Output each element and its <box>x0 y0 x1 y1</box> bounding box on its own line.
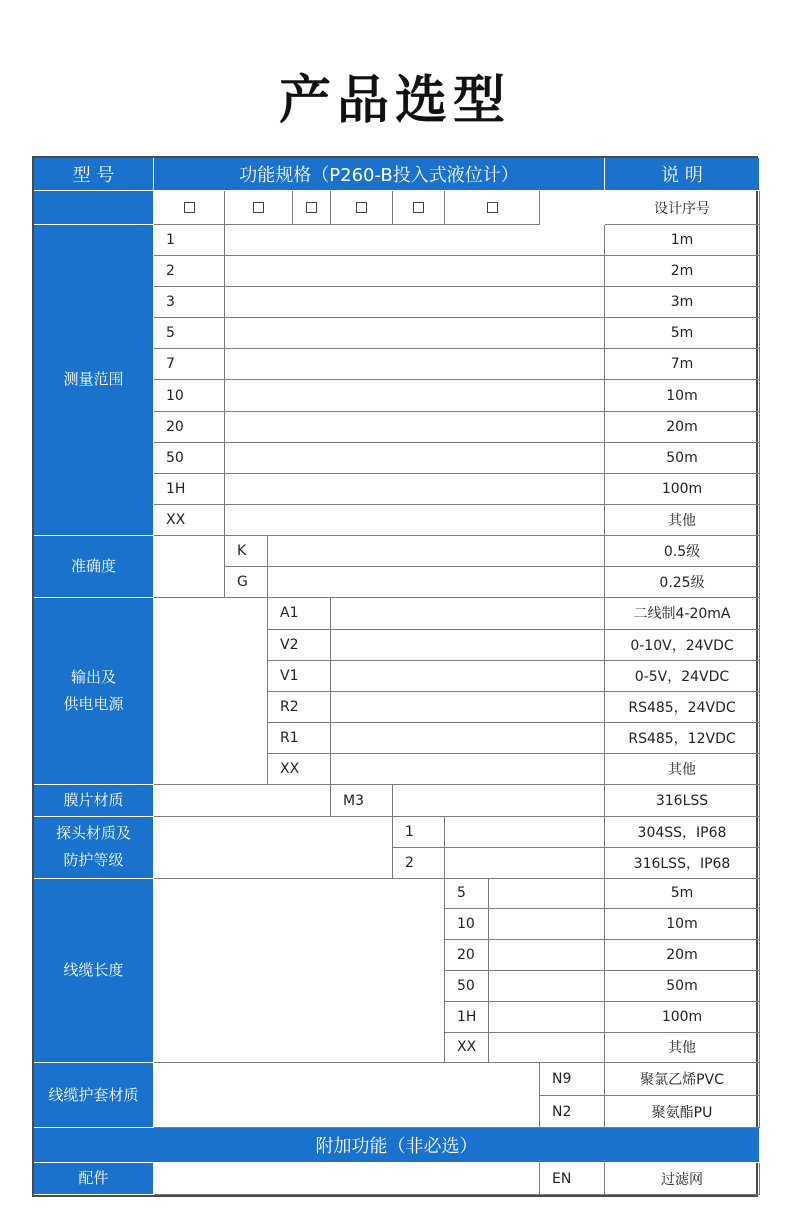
range-desc: 7m <box>605 349 760 380</box>
output-fill <box>331 598 605 629</box>
range-desc: 50m <box>605 443 760 474</box>
seq-checkbox-5 <box>393 191 445 225</box>
cable-length-desc: 20m <box>605 940 760 971</box>
range-desc: 5m <box>605 318 760 349</box>
output-label: 输出及 供电电源 <box>34 598 154 785</box>
range-code: 1 <box>154 225 225 256</box>
range-code: 1H <box>154 474 225 505</box>
seq-checkbox-3 <box>293 191 331 225</box>
accuracy-fill <box>268 567 605 598</box>
output-desc: RS485，12VDC <box>605 723 760 754</box>
selection-table <box>32 156 758 1197</box>
range-blank <box>225 256 605 287</box>
range-blank <box>225 505 605 536</box>
range-blank <box>225 412 605 443</box>
sheath-code: N2 <box>540 1096 605 1129</box>
cable-length-code: 20 <box>445 940 489 971</box>
sheath-code: N9 <box>540 1063 605 1096</box>
probe-label: 探头材质及 防护等级 <box>34 817 154 879</box>
probe-blank <box>154 817 393 879</box>
cable-length-code: XX <box>445 1033 489 1064</box>
sheath-label: 线缆护套材质 <box>34 1063 154 1128</box>
seq-checkbox-4 <box>331 191 393 225</box>
diaphragm-fill <box>393 785 605 816</box>
range-desc: 10m <box>605 380 760 411</box>
output-code: R1 <box>268 723 331 754</box>
output-desc: RS485，24VDC <box>605 692 760 723</box>
range-blank <box>225 287 605 318</box>
sheath-desc: 聚氯乙烯PVC <box>605 1063 760 1096</box>
cable-length-fill <box>489 1002 605 1033</box>
probe-fill <box>445 848 605 879</box>
page-title: 产品选型 <box>278 71 511 131</box>
range-desc: 3m <box>605 287 760 318</box>
seq-checkbox-2 <box>225 191 293 225</box>
cable-length-fill <box>489 909 605 940</box>
diaphragm-code: M3 <box>331 785 393 816</box>
range-code: 5 <box>154 318 225 349</box>
range-blank <box>225 349 605 380</box>
cable-length-desc: 其他 <box>605 1033 760 1064</box>
range-blank <box>225 225 605 256</box>
output-desc: 其他 <box>605 754 760 785</box>
range-code: 7 <box>154 349 225 380</box>
header-spec: 功能规格（P260-B投入式液位计） <box>154 158 605 191</box>
probe-desc: 304SS，IP68 <box>605 817 760 848</box>
addon-header: 附加功能（非必选） <box>34 1128 760 1163</box>
range-blank <box>225 443 605 474</box>
checkbox-icon <box>487 202 498 213</box>
cable-length-fill <box>489 1033 605 1064</box>
accuracy-label: 准确度 <box>34 536 154 598</box>
probe-code: 1 <box>393 817 445 848</box>
output-fill <box>331 630 605 661</box>
design-seq-text: 设计序号 <box>605 191 760 225</box>
output-desc: 0-10V，24VDC <box>605 630 760 661</box>
cable-length-code: 50 <box>445 971 489 1002</box>
accuracy-desc: 0.5级 <box>605 536 760 567</box>
checkbox-icon <box>184 202 195 213</box>
range-code: 2 <box>154 256 225 287</box>
header-description: 说 明 <box>605 158 760 191</box>
accuracy-fill <box>268 536 605 567</box>
output-desc: 0-5V，24VDC <box>605 661 760 692</box>
cable-length-blank <box>154 879 445 1064</box>
range-blank <box>225 474 605 505</box>
output-fill <box>331 661 605 692</box>
output-code: R2 <box>268 692 331 723</box>
output-code: V1 <box>268 661 331 692</box>
range-code: 3 <box>154 287 225 318</box>
range-code: 20 <box>154 412 225 443</box>
sheath-desc: 聚氨酯PU <box>605 1096 760 1129</box>
seq-checkbox-6 <box>445 191 540 225</box>
probe-fill <box>445 817 605 848</box>
output-blank <box>154 598 268 785</box>
cable-length-code: 1H <box>445 1002 489 1033</box>
output-fill <box>331 692 605 723</box>
range-desc: 1m <box>605 225 760 256</box>
range-desc: 20m <box>605 412 760 443</box>
seq-checkbox-1 <box>154 191 225 225</box>
cable-length-fill <box>489 879 605 910</box>
probe-code: 2 <box>393 848 445 879</box>
range-desc: 100m <box>605 474 760 505</box>
diaphragm-desc: 316LSS <box>605 785 760 816</box>
cable-length-desc: 10m <box>605 909 760 940</box>
output-code: XX <box>268 754 331 785</box>
output-desc: 二线制4-20mA <box>605 598 760 629</box>
cable-length-fill <box>489 940 605 971</box>
range-desc: 2m <box>605 256 760 287</box>
accuracy-blank <box>154 536 225 598</box>
checkbox-icon <box>413 202 424 213</box>
cable-length-code: 5 <box>445 879 489 910</box>
checkbox-icon <box>356 202 367 213</box>
checkbox-icon <box>306 202 317 213</box>
output-code: A1 <box>268 598 331 629</box>
cable-length-code: 10 <box>445 909 489 940</box>
accessory-desc: 过滤网 <box>605 1163 760 1195</box>
range-code: 50 <box>154 443 225 474</box>
cable-length-desc: 100m <box>605 1002 760 1033</box>
output-fill <box>331 723 605 754</box>
diaphragm-label: 膜片材质 <box>34 785 154 816</box>
cable-length-desc: 5m <box>605 879 760 910</box>
range-desc: 其他 <box>605 505 760 536</box>
output-code: V2 <box>268 630 331 661</box>
sheath-blank <box>154 1063 540 1128</box>
accuracy-code: K <box>225 536 268 567</box>
range-blank <box>225 380 605 411</box>
diaphragm-blank <box>154 785 331 816</box>
range-label: 测量范围 <box>34 225 154 536</box>
accuracy-desc: 0.25级 <box>605 567 760 598</box>
output-fill <box>331 754 605 785</box>
accessory-label: 配件 <box>34 1163 154 1195</box>
design-seq-label-cell <box>34 191 154 225</box>
accessory-code: EN <box>540 1163 605 1195</box>
range-code: 10 <box>154 380 225 411</box>
range-blank <box>225 318 605 349</box>
accuracy-code: G <box>225 567 268 598</box>
probe-desc: 316LSS，IP68 <box>605 848 760 879</box>
checkbox-icon <box>253 202 264 213</box>
range-code: XX <box>154 505 225 536</box>
cable-length-desc: 50m <box>605 971 760 1002</box>
header-model: 型 号 <box>34 158 154 191</box>
cable-length-fill <box>489 971 605 1002</box>
accessory-blank <box>154 1163 540 1195</box>
cable-length-label: 线缆长度 <box>34 879 154 1064</box>
